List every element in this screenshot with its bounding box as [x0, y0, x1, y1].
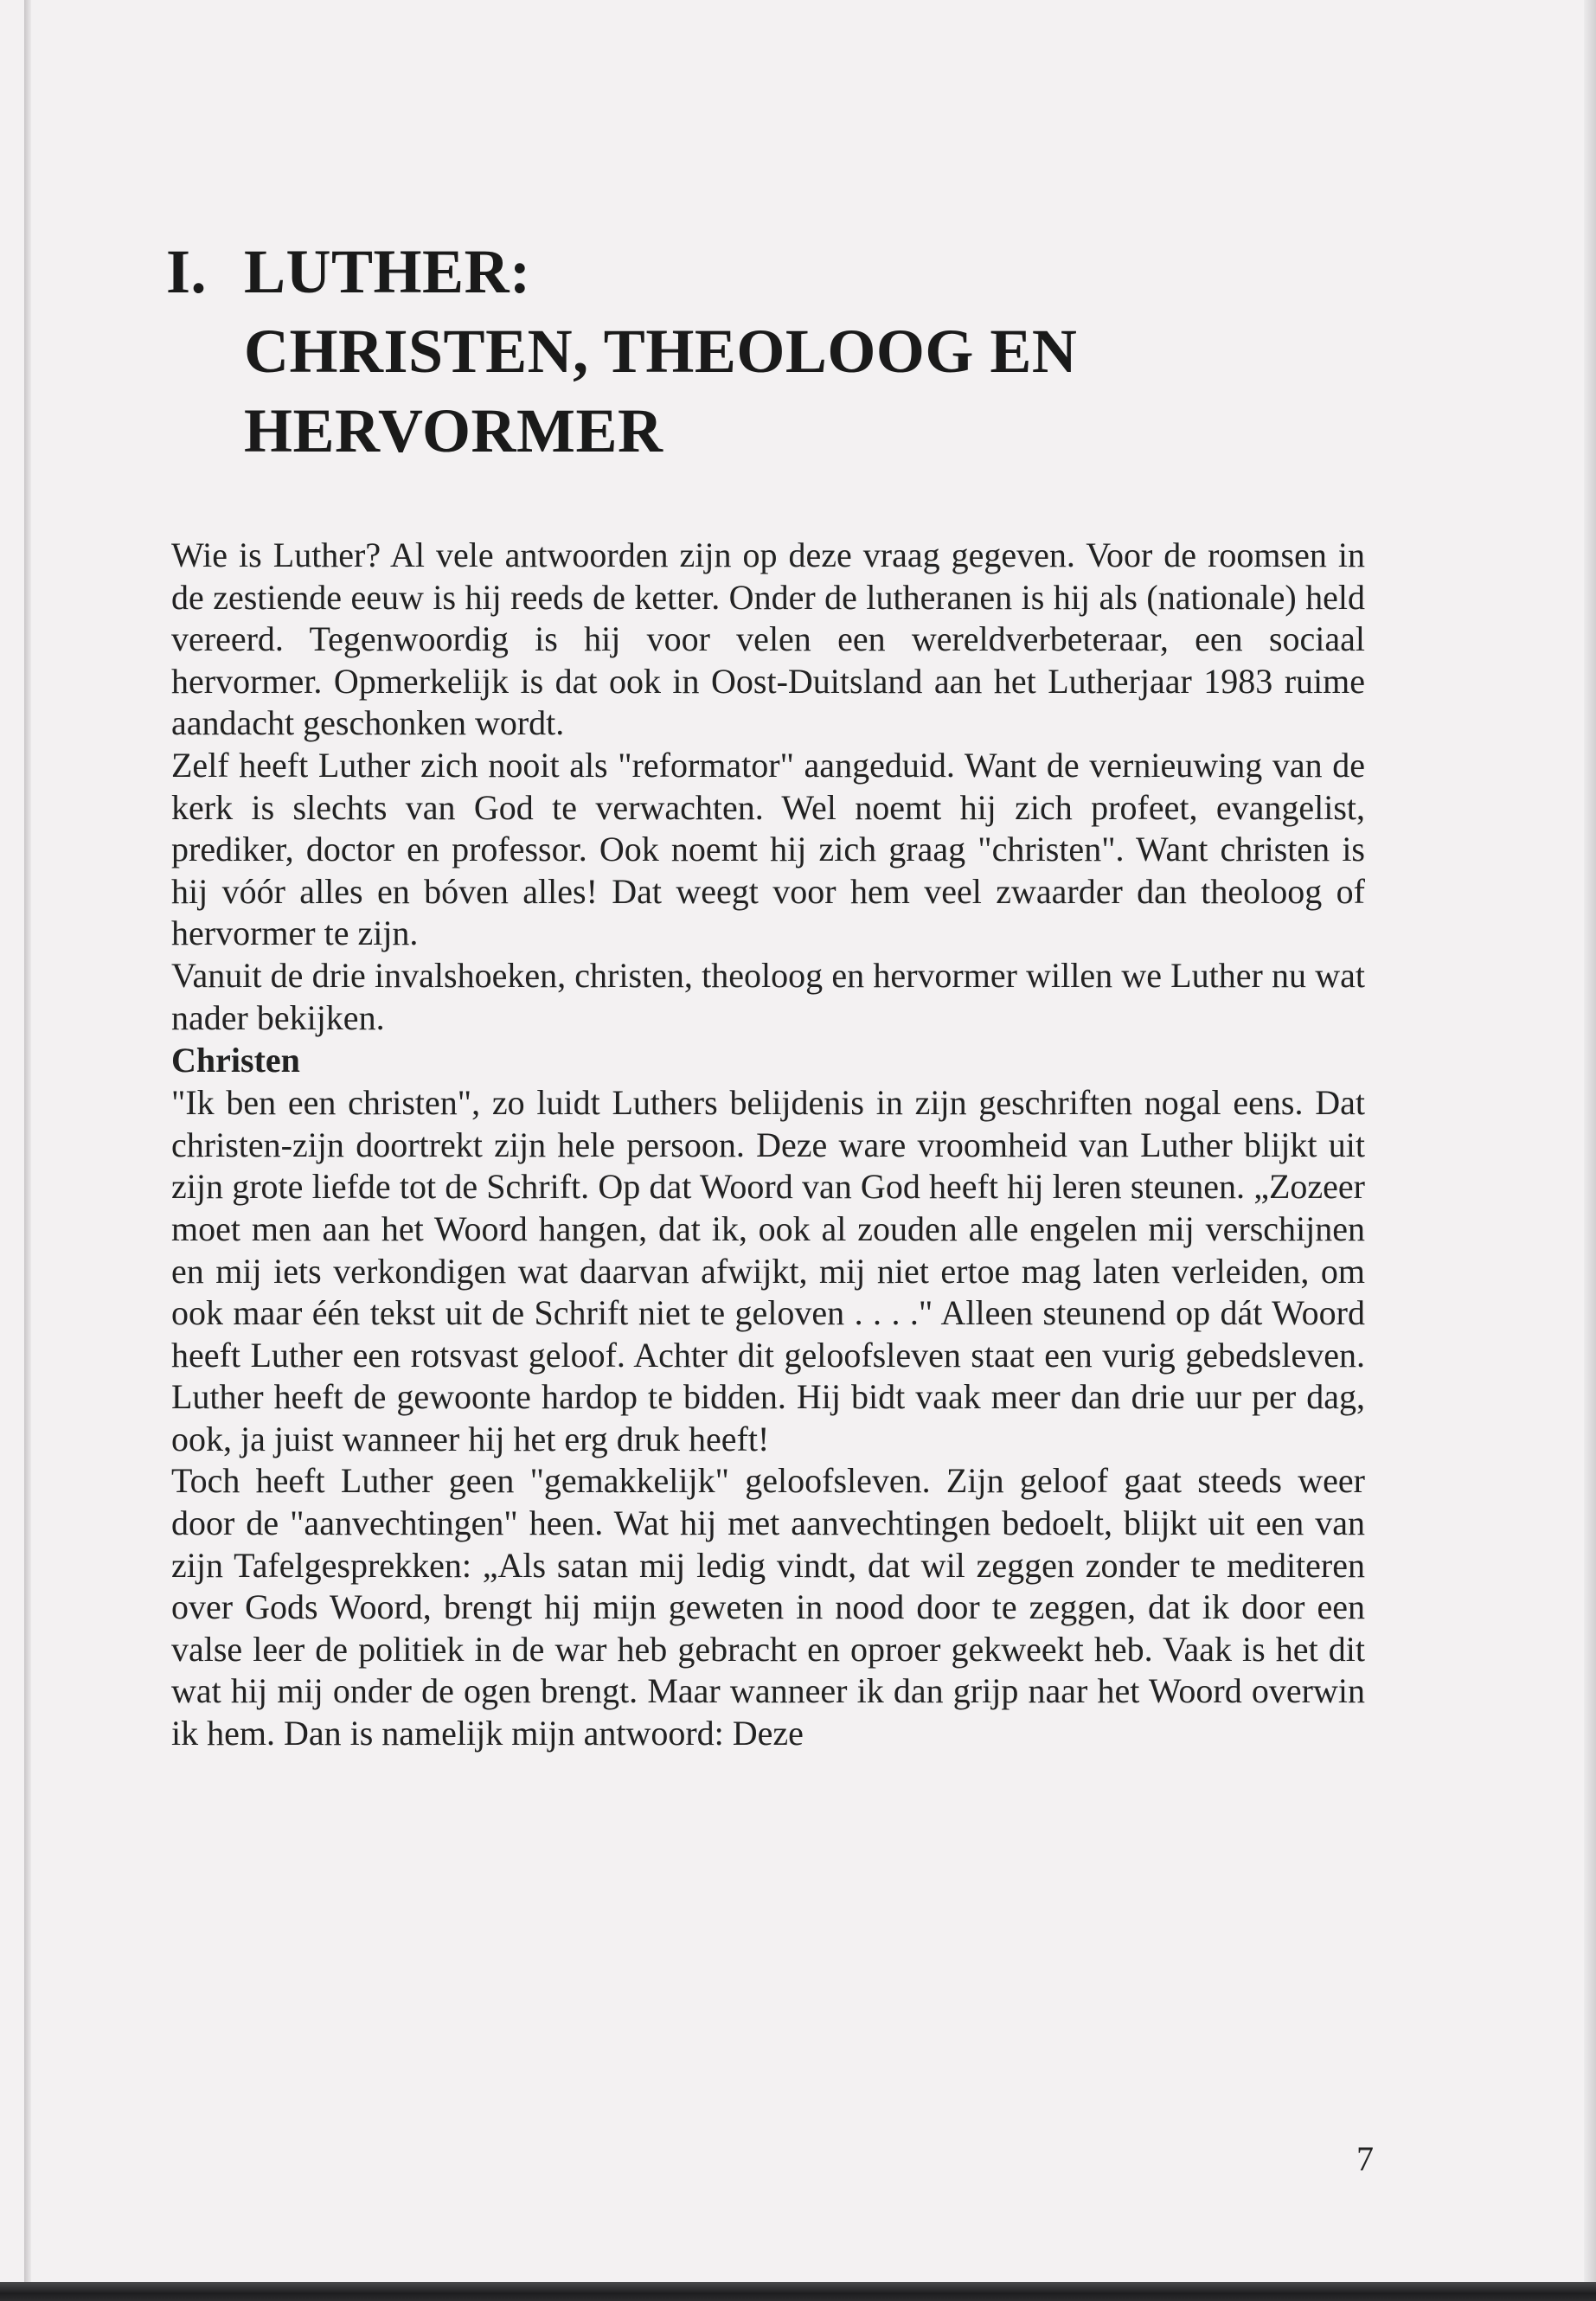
scanner-bottom-edge — [0, 2282, 1596, 2301]
chapter-title-text-1: LUTHER: — [244, 237, 531, 306]
intro-paragraph: Vanuit de drie invalshoeken, christen, theoloog en hervormer willen we Luther nu wat nader bekijken. — [171, 955, 1365, 1037]
chapter-title-line-3: HERVORMER — [244, 396, 663, 465]
body-text — [171, 535, 1365, 1755]
intro-paragraph: Zelf heeft Luther zich nooit als "reformator" aangeduid. Want de vernieuwing van de kerk is slechts van God te verwachten. Wel noemt hij zich profeet, evangelist, prediker, doctor en professor. Ook noemt hij zich graag "christen". Want christen is hij vóór alles en bóven alles! Dat weegt voor hem veel zwaarder dan theoloog of hervormer te zijn. — [171, 745, 1365, 953]
page-right-edge — [1584, 0, 1596, 2301]
page-number: 7 — [1356, 2139, 1374, 2178]
chapter-title-line-1 — [166, 232, 1464, 311]
section-heading: Christen — [171, 1041, 300, 1080]
section-paragraph: "Ik ben een christen", zo luidt Luthers belijdenis in zijn geschriften nogal eens. Dat christen-zijn doortrekt zijn hele persoon. Deze ware vroomheid van Luther blijkt uit zijn grote liefde tot de Schrift. Op dat Woord van God heeft hij leren steunen. „Zozeer moet men aan het Woord hangen, dat ik, ook al zouden alle engelen mij verschijnen en mij iets verkondigen wat daarvan afwijkt, mij niet ertoe mag laten verleiden, om ook maar één tekst uit de Schrift niet te geloven . . . ." Alleen steunend op dát Woord heeft Luther een rotsvast geloof. Achter dit geloofsleven staat een vurig gebedsleven. Luther heeft de gewoonte hardop te bidden. Hij bidt vaak meer dan drie uur per dag, ook, ja juist wanneer hij het erg druk heeft! — [171, 1083, 1365, 1458]
intro-paragraph: Wie is Luther? Al vele antwoorden zijn op deze vraag gegeven. Voor de roomsen in de zestiende eeuw is hij reeds de ketter. Onder de lutheranen is hij als (nationale) held vereerd. Tegenwoordig is hij voor velen een wereldverbeteraar, een sociaal hervormer. Opmerkelijk is dat ook in Oost-Duitsland aan het Lutherjaar 1983 ruime aandacht geschonken wordt. — [171, 535, 1365, 743]
chapter-title-line-2: CHRISTEN, THEOLOOG EN — [244, 317, 1078, 386]
chapter-number: I. — [166, 237, 208, 306]
page-spine-shadow — [24, 0, 31, 2301]
section-paragraph: Toch heeft Luther geen "gemakkelijk" geloofsleven. Zijn geloof gaat steeds weer door de "aanvechtingen" heen. Wat hij met aanvechtingen bedoelt, blijkt uit een van zijn Tafelgesprekken: „Als satan mij ledig vindt, dat wil zeggen zonder te mediteren over Gods Woord, brengt hij mijn geweten in nood door te zeggen, dat ik door een valse leer de politiek in de war heb gebracht en oproer gekweekt heb. Vaak is het dit wat hij mij onder de ogen brengt. Maar wanneer ik dan grijp naar het Woord overwin ik hem. Dan is namelijk mijn antwoord: Deze — [171, 1461, 1365, 1753]
chapter-title — [166, 232, 1464, 471]
